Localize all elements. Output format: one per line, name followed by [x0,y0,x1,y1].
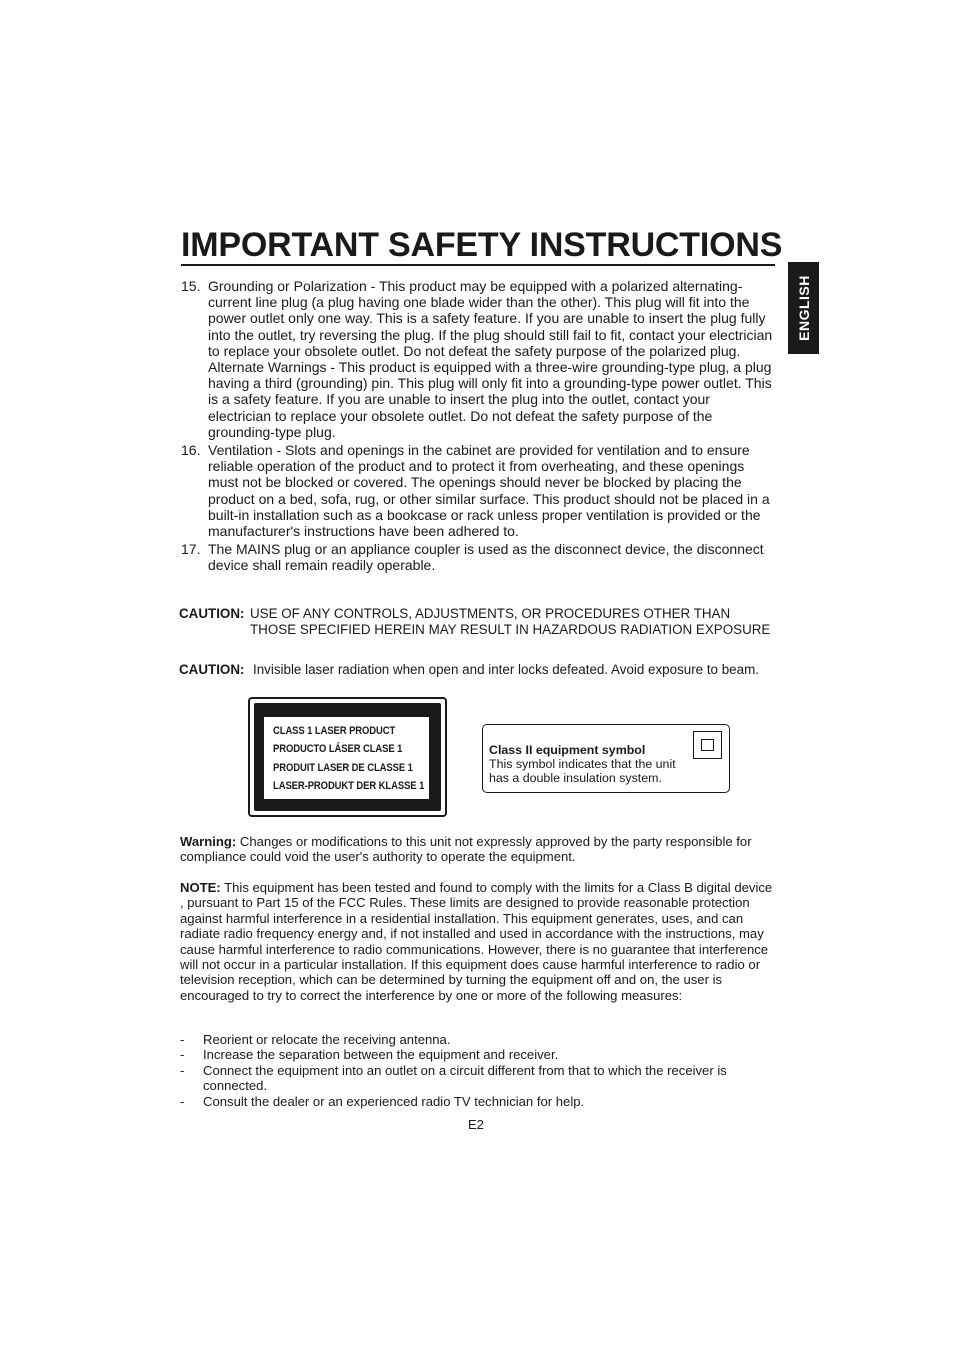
caution-text: Invisible laser radiation when open and inter locks defeated. Avoid exposure to beam. [253,662,759,677]
list-item-text: Connect the equipment into an outlet on a circuit different from that to which the receiver is connected. [203,1062,727,1094]
note-paragraph [180,880,774,1003]
caution-text: USE OF ANY CONTROLS, ADJUSTMENTS, OR PROCEDURES OTHER THAN THOSE SPECIFIED HEREIN MAY RESULT IN HAZARDOUS RADIATION EXPOSURE [250,606,771,637]
double-insulation-inner-square [701,739,714,751]
laser-label-text-area [264,717,429,799]
item-paragraph: Grounding or Polarization - This product may be equipped with a polarized alternating-current line plug (a plug having one blade wider than the other). This plug will fit into the power outlet only one way. This is a safety feature. If you are unable to insert the plug fully into the outlet, try reversing the plug. If the plug should still fail to fit, contact your electrician to replace your obsolete outlet. Do not defeat the safety purpose of the polarized plug. [208,278,773,359]
list-item [180,1047,774,1062]
list-item-text: Consult the dealer or an experienced radio TV technician for help. [203,1093,585,1109]
caution-label: CAUTION: [179,662,245,677]
language-tab-label: ENGLISH [795,275,812,341]
instruction-item-16 [181,442,773,539]
item-paragraph: Alternate Warnings - This product is equipped with a three-wire grounding-type plug, a plug having a third (grounding) pin. This plug will only fit into a grounding-type power outlet. This is a safety feature. If you are unable to insert the plug into the outlet, contact your electrician to replace your obsolete outlet. Do not defeat the safety purpose of the grounding-type plug. [208,359,772,440]
warning-paragraph [180,834,774,865]
instruction-item-15 [181,278,773,440]
safety-instruction-list [181,278,773,576]
class2-description: This symbol indicates that the unit has a double insulation system. [489,757,676,786]
item-number: 17. [181,541,201,558]
laser-label-line: PRODUCTO LÁSER CLASE 1 [273,743,403,756]
item-paragraph: The MAINS plug or an appliance coupler is used as the disconnect device, the disconnect device shall remain readily operable. [208,541,764,574]
list-item [180,1094,774,1109]
list-item [180,1032,774,1047]
item-number: 16. [181,442,201,459]
warning-label: Warning: [180,834,237,849]
language-tab [788,262,819,354]
item-paragraph: Ventilation - Slots and openings in the cabinet are provided for ventilation and to ensure reliable operation of the product and to protect it from overheating, and these openings must not be blocked or covered. The openings should never be blocked by placing the product on a bed, sofa, rug, or other similar surface. This product should not be placed in a built-in installation such as a bookcase or rack unless proper ventilation is provided or the manufacturer's instructions have been adhered to. [208,442,770,540]
double-insulation-square-icon [693,731,722,759]
list-bullet: - [180,1062,185,1078]
warning-text: Changes or modifications to this unit not expressly approved by the party responsible for compliance could void the user's authority to operate the equipment. [180,834,752,865]
list-item-text: Reorient or relocate the receiving antenna. [203,1032,451,1047]
caution-radiation [179,606,779,638]
item-number: 15. [181,278,201,294]
page-title: IMPORTANT SAFETY INSTRUCTIONS [181,226,783,264]
instruction-item-17 [181,541,773,573]
caution-laser [179,662,779,678]
laser-label-frame [254,703,441,811]
laser-label-line: LASER-PRODUKT DER KLASSE 1 [273,779,425,792]
list-bullet: - [180,1093,185,1109]
note-label: NOTE: [180,880,221,895]
laser-product-label [248,697,447,817]
list-item-text: Increase the separation between the equipment and receiver. [203,1047,559,1063]
list-bullet: - [180,1047,185,1063]
class2-equipment-box [482,724,730,793]
measures-list [180,1032,774,1109]
note-text: This equipment has been tested and found to comply with the limits for a Class B digital device , pursuant to Part 15 of the FCC Rules. These limits are designed to provide reasonable protection against harmful interference in a residential installation. This equipment generates, uses, and can radiate radio frequency energy and, if not installed and used in accordance with the instructions, may cause harmful interference to radio communications. However, there is no guarantee that interference will not occur in a particular installation. If this equipment does cause harmful interference to radio or television reception, which can be determined by turning the equipment off and on, the user is encouraged to try to correct the interference by one or more of the following measures: [180,880,773,1003]
caution-label: CAUTION: [179,606,245,621]
list-bullet: - [180,1032,185,1047]
laser-label-line: PRODUIT LASER DE CLASSE 1 [273,761,413,774]
list-item [180,1063,774,1094]
class2-title: Class II equipment symbol [489,743,646,757]
page-number: E2 [468,1117,484,1132]
laser-label-line: CLASS 1 LASER PRODUCT [273,725,396,737]
